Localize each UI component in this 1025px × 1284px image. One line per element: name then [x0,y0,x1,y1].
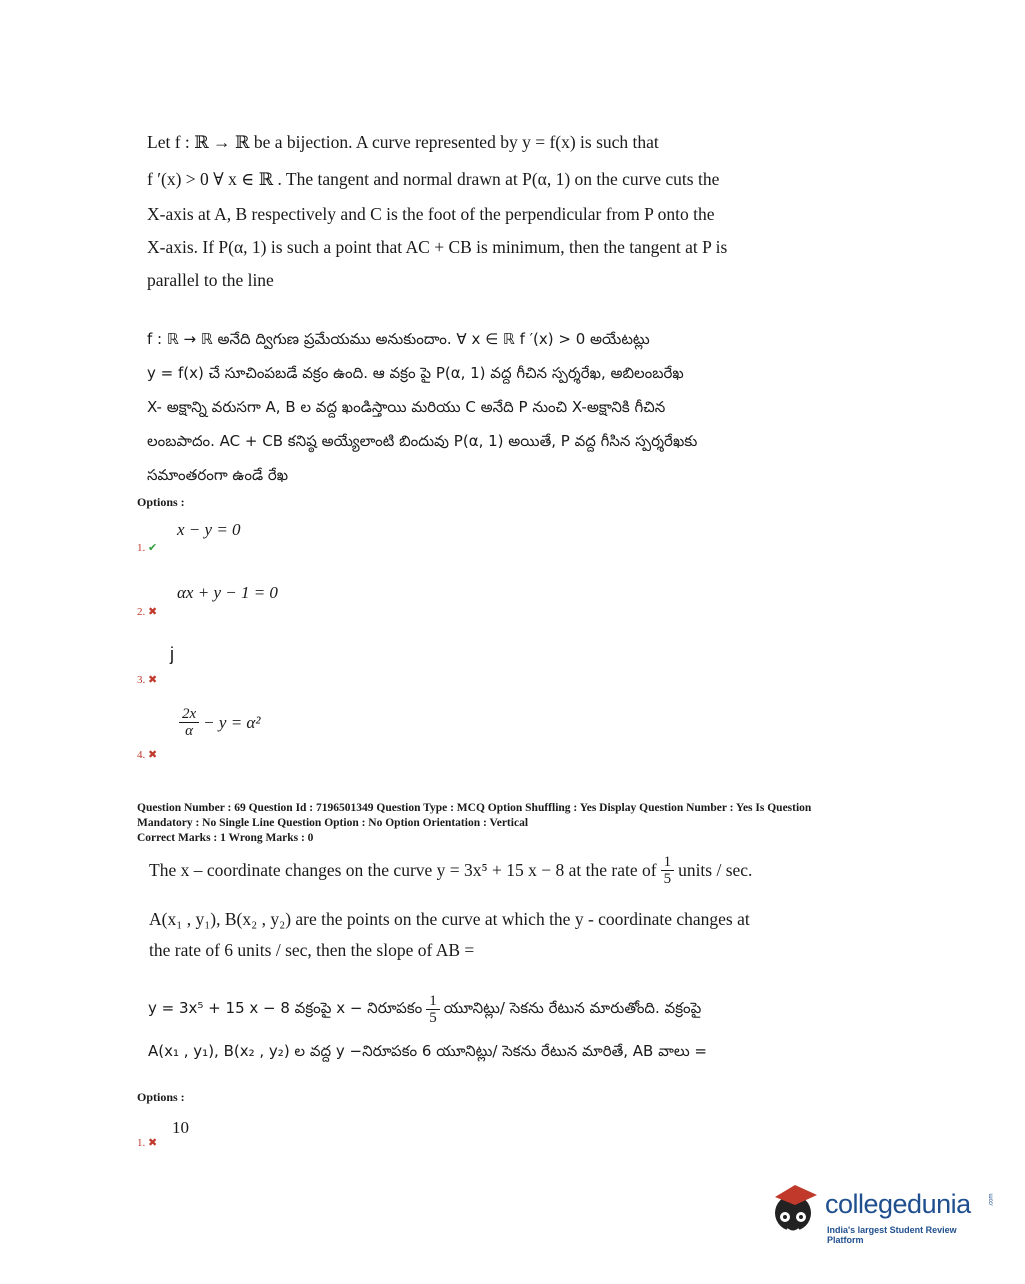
meta-line: Question Number : 69 Question Id : 7196501349 Question Type : MCQ Option Shuffling : Yes Display Question Number : Yes Is Question [137,802,812,814]
student-mascot-icon [765,1177,825,1245]
q69-te-text: యూనిట్లు/ సెకను రేటున మారుతోంది. వక్రంపై [443,998,702,1017]
wrong-cross-icon: ✖ [148,1137,158,1149]
q68-en-line: Let f : ℝ → ℝ be a bijection. A curve represented by y = f(x) is such that [147,132,659,152]
q68-en-line: f ′(x) > 0 ∀ x ∈ ℝ . The tangent and normal drawn at P(α, 1) on the curve cuts the [147,169,720,189]
option-number: 4. [137,749,146,761]
fraction-denominator: α [185,723,194,739]
option-number: 2. [137,606,146,618]
option-number: 1. [137,542,146,554]
q68-te-line: సమాంతరంగా ఉండే రేఖ [147,466,289,484]
option-4-number [137,748,157,761]
q69-option-1-value[interactable]: 10 [172,1118,189,1137]
q69-text: The x – coordinate changes on the curve y = 3x⁵ + 15 x − 8 at the rate of [149,860,657,880]
options-label: Options : [137,1090,185,1104]
option-2-value[interactable]: αx + y − 1 = 0 [177,583,278,602]
wrong-cross-icon: ✖ [148,674,158,686]
fraction-denominator: 5 [429,1010,437,1026]
collegedunia-watermark [765,1177,995,1247]
q69-option-1-number [137,1136,157,1149]
question-69-meta [137,801,867,846]
question-68-english [147,124,779,297]
q69-en-line-1 [149,852,789,889]
q68-te-line: y = f(x) చే సూచింపబడే వక్రం ఉంది. ఆ వక్రం పై P(α, 1) వద్ద గీచిన స్పర్శరేఖ, అబిలంబరేఖ [147,364,684,382]
q68-te-line: లంబపాదం. AC + CB కనిష్ఠ అయ్యేలాంటి బిందువు P(α, 1) అయితే, P వద్ద గీసిన స్పర్శరేఖకు [147,432,698,450]
meta-line: Correct Marks : 1 Wrong Marks : 0 [137,832,314,844]
q68-en-line: X-axis at A, B respectively and C is the foot of the perpendicular from P onto the [147,204,715,224]
q68-en-line: X-axis. If P(α, 1) is such a point that AC + CB is minimum, then the tangent at P is [147,237,728,257]
fraction-numerator: 1 [426,993,440,1010]
q69-te-text: y = 3x⁵ + 15 x − 8 వక్రంపై x − నిరూపకం [148,998,423,1017]
option-1-number [137,541,157,554]
options-label: Options : [137,495,185,509]
meta-line: Mandatory : No Single Line Question Option : No Option Orientation : Vertical [137,817,529,829]
fraction-denominator: 5 [663,871,672,887]
option-number: 3. [137,674,146,686]
brand-tagline: India's largest Student Review Platform [827,1225,957,1245]
option-number: 1. [137,1137,146,1149]
brand-name: collegedunia [825,1189,971,1219]
correct-check-icon: ✔ [148,542,158,554]
q69-te-line-1 [148,993,701,1026]
q68-en-line: parallel to the line [147,270,274,290]
option-3-value[interactable]: j [170,644,174,664]
option-2-number [137,605,157,618]
q69-te-fraction [426,993,440,1026]
fraction-numerator: 2x [179,706,199,723]
q68-te-line: f : ℝ → ℝ అనేది ద్విగుణ ప్రమేయము అనుకుందాం. ∀ x ∈ ℝ f ′(x) > 0 అయేటట్లు [147,330,650,348]
q69-te-line-2: A(x₁ , y₁), B(x₂ , y₂) ల వద్ద y −నిరూపకం 6 యూనిట్లు/ సెకను రేటున మారితే, AB వాలు = [148,1042,707,1060]
q68-te-line: X- అక్షాన్ని వరుసగా A, B ల వద్ద ఖండిస్తాయి మరియు C అనేది P నుంచి X-అక్షానికి గీచిన [147,398,666,416]
q69-en-line-3: the rate of 6 units / sec, then the slope of AB = [149,940,475,960]
option-4-rest: − y = α² [203,712,261,732]
option-1-value[interactable]: x − y = 0 [177,520,241,539]
fraction-numerator: 1 [661,854,675,871]
q69-en-line-2: A(x₁ , y₁), B(x₂ , y₂) are the points on the curve at which the y - coordinate changes at [149,909,750,929]
option-3-number [137,673,157,686]
wrong-cross-icon: ✖ [148,606,158,618]
q69-fraction [661,854,675,887]
brand-suffix: .com [988,1193,995,1207]
option-4-value[interactable] [175,706,260,739]
q69-text: units / sec. [678,860,753,880]
wrong-cross-icon: ✖ [148,749,158,761]
option-4-fraction [179,706,199,739]
question-68-telugu [147,322,779,492]
